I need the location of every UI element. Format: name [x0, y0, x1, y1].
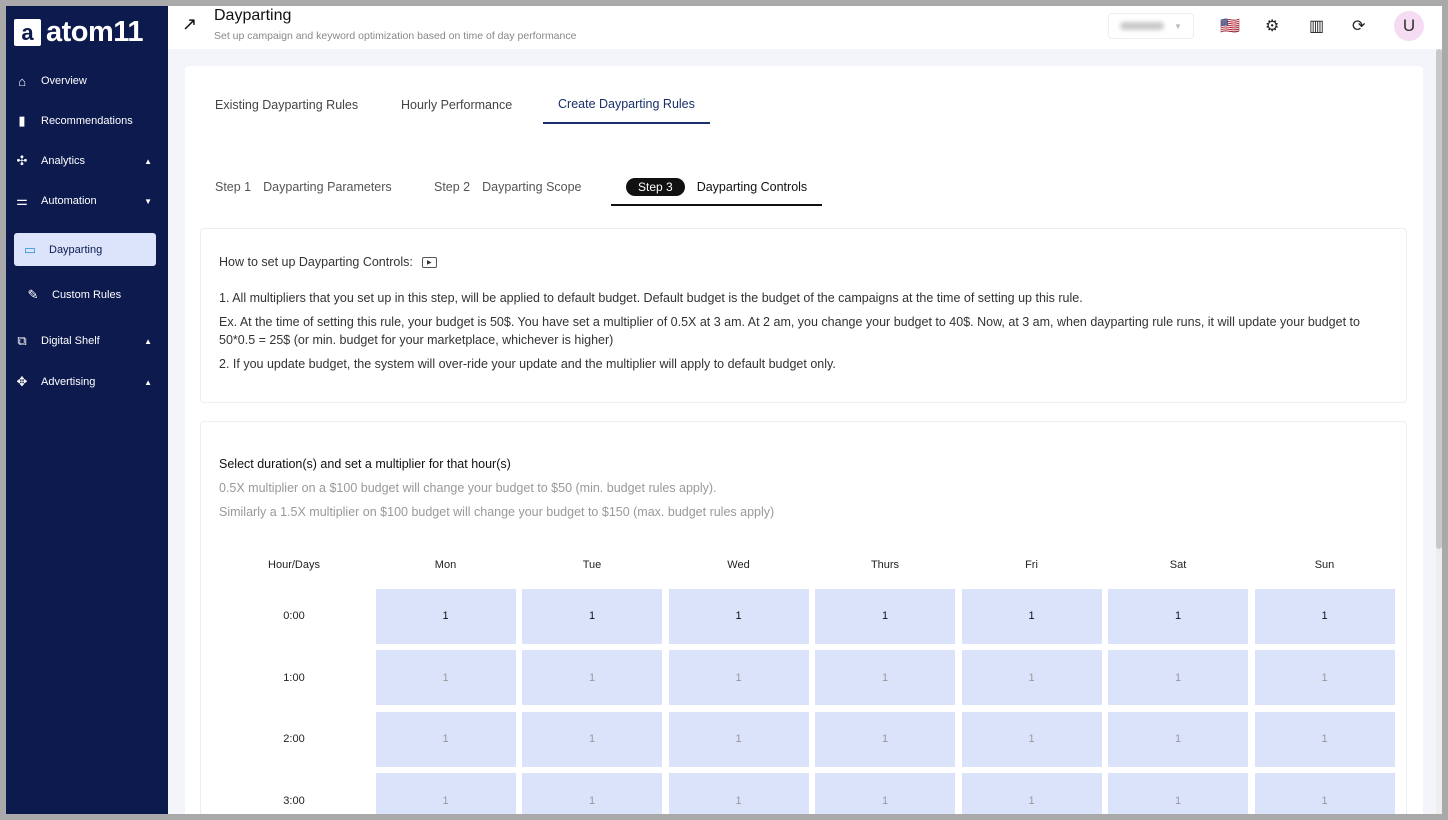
puzzle-icon: ✥ [16, 374, 28, 389]
multiplier-cell[interactable]: 1 [376, 650, 516, 705]
avatar[interactable]: U [1394, 11, 1424, 41]
multiplier-cell[interactable]: 1 [1108, 773, 1248, 814]
analytics-icon: ✣ [16, 153, 28, 168]
multiplier-cell[interactable]: 1 [522, 712, 662, 767]
step-label: Dayparting Controls [696, 180, 808, 194]
sidebar-item-label: Custom Rules [52, 289, 122, 301]
sidebar-item-label: Automation [41, 195, 97, 207]
tab-hourly-performance[interactable]: Hourly Performance [401, 98, 513, 112]
logo-mark: a [14, 19, 41, 46]
step-1[interactable] [215, 180, 392, 194]
page-header [168, 6, 1442, 49]
multiplier-cell[interactable]: 1 [1255, 773, 1395, 814]
grid-corner-label: Hour/Days [268, 558, 320, 571]
hour-label: 2:00 [283, 733, 305, 745]
sidebar-item-overview[interactable] [6, 68, 168, 94]
day-header: Fri [1025, 558, 1038, 571]
multiplier-cell[interactable]: 1 [815, 712, 955, 767]
day-header: Wed [727, 558, 750, 571]
account-select[interactable] [1108, 13, 1194, 39]
sidebar-item-custom-rules[interactable] [6, 282, 168, 308]
howto-title: How to set up Dayparting Controls: [219, 255, 413, 269]
step-number: Step 1 [215, 180, 252, 194]
multiplier-cell[interactable]: 1 [1255, 712, 1395, 767]
multiplier-grid [219, 547, 1395, 814]
home-icon: ⌂ [18, 73, 26, 89]
sidebar-item-dayparting[interactable] [14, 233, 156, 266]
sidebar-item-analytics[interactable] [6, 148, 168, 174]
video-play-icon[interactable]: ▶ [422, 257, 437, 268]
multiplier-cell[interactable]: 1 [669, 589, 809, 644]
instruction-example: Ex. At the time of setting this rule, your budget is 50$. You have set a multiplier of 0.5X at 3 am. At 2 am, you change your budget to 40$. Now, at 3 am, when dayparting rule runs, it will update your budget to 50*0.5 = 25$ (or min. budget for your marketplace, whichever is higher) [219, 315, 1360, 347]
sidebar-item-advertising[interactable] [6, 369, 168, 395]
gear-icon[interactable]: ⚙ [1265, 18, 1280, 35]
sidebar-item-label: Dayparting [49, 243, 103, 256]
day-header: Sat [1169, 558, 1187, 571]
step-3[interactable] [611, 178, 822, 206]
sidebar [6, 6, 168, 814]
multiplier-cell[interactable]: 1 [376, 773, 516, 814]
instruction-1: 1. All multipliers that you set up in this step, will be applied to default budget. Default budget is the budget of the campaigns at the time of setting up this rule. [219, 291, 1083, 305]
multiplier-cell[interactable]: 1 [669, 650, 809, 705]
chevron-down-icon: ▼ [144, 196, 152, 206]
trending-up-icon: ↗ [182, 14, 198, 34]
multiplier-cell[interactable]: 1 [962, 650, 1102, 705]
chevron-up-icon: ▲ [144, 156, 152, 166]
multiplier-cell[interactable]: 1 [1108, 650, 1248, 705]
sidebar-item-label: Overview [41, 75, 87, 87]
instructions-panel [200, 228, 1407, 403]
tab-existing-rules[interactable]: Existing Dayparting Rules [215, 98, 359, 112]
us-flag-icon[interactable]: 🇺🇸 [1220, 18, 1240, 35]
sliders-icon: ⚌ [16, 193, 28, 208]
step-number: Step 3 [626, 178, 685, 196]
multiplier-cell[interactable]: 1 [815, 773, 955, 814]
account-name-blurred [1120, 22, 1164, 30]
multiplier-cell[interactable]: 1 [522, 773, 662, 814]
multiplier-cell[interactable]: 1 [376, 589, 516, 644]
howto-heading [219, 255, 437, 269]
content-card [185, 66, 1423, 814]
sidebar-item-label: Analytics [41, 155, 86, 167]
multiplier-cell[interactable]: 1 [1255, 589, 1395, 644]
day-header: Sun [1314, 558, 1335, 571]
hint-1: 0.5X multiplier on a $100 budget will change your budget to $50 (min. budget rules apply). [219, 481, 717, 495]
bottle-icon: ▮ [18, 113, 26, 128]
multiplier-cell[interactable]: 1 [815, 650, 955, 705]
sidebar-item-digital-shelf[interactable] [6, 328, 168, 354]
library-icon[interactable]: ▥ [1309, 18, 1325, 35]
multiplier-cell[interactable]: 1 [669, 712, 809, 767]
hour-label: 3:00 [283, 794, 305, 807]
instruction-2: 2. If you update budget, the system will over-ride your update and the multiplier will apply to default budget only. [219, 357, 836, 371]
chevron-up-icon: ▲ [144, 377, 152, 387]
multiplier-cell[interactable]: 1 [376, 712, 516, 767]
step-number: Step 2 [434, 180, 471, 194]
sidebar-item-recommendations[interactable] [6, 108, 168, 134]
tab-create-rules[interactable]: Create Dayparting Rules [543, 97, 710, 124]
multiplier-cell[interactable]: 1 [1108, 589, 1248, 644]
multiplier-panel [200, 421, 1407, 814]
monitor-icon: ▭ [23, 241, 37, 257]
multiplier-cell[interactable]: 1 [962, 589, 1102, 644]
chevron-down-icon: ▼ [1174, 21, 1182, 31]
sidebar-item-label: Advertising [41, 376, 96, 388]
edit-icon: ✎ [27, 287, 39, 302]
multiplier-cell[interactable]: 1 [962, 712, 1102, 767]
page-title: Dayparting [214, 7, 292, 24]
day-header: Mon [434, 558, 457, 571]
day-header: Thurs [870, 558, 900, 571]
sidebar-item-label: Digital Shelf [41, 335, 100, 347]
scrollbar-thumb[interactable] [1436, 49, 1442, 549]
refresh-icon[interactable]: ⟳ [1352, 18, 1366, 35]
day-header: Tue [582, 558, 602, 571]
hint-2: Similarly a 1.5X multiplier on $100 budget will change your budget to $150 (max. budget rules apply) [219, 505, 775, 519]
multiplier-cell[interactable]: 1 [669, 773, 809, 814]
app-window [6, 6, 1442, 814]
sidebar-item-automation[interactable] [6, 188, 168, 214]
logo[interactable] [14, 16, 143, 49]
multiplier-cell[interactable]: 1 [962, 773, 1102, 814]
multiplier-cell[interactable]: 1 [1108, 712, 1248, 767]
page-subtitle: Set up campaign and keyword optimization based on time of day performance [214, 30, 577, 42]
multiplier-heading: Select duration(s) and set a multiplier for that hour(s) [219, 457, 511, 471]
step-label: Dayparting Scope [482, 180, 582, 194]
multiplier-cell[interactable]: 1 [815, 589, 955, 644]
hour-label: 1:00 [283, 671, 305, 684]
multiplier-cell[interactable]: 1 [522, 650, 662, 705]
multiplier-cell[interactable]: 1 [1255, 650, 1395, 705]
chevron-up-icon: ▲ [144, 336, 152, 346]
sidebar-item-label: Recommendations [41, 115, 133, 127]
step-label: Dayparting Parameters [263, 180, 392, 194]
shelf-icon: ⧉ [17, 333, 27, 348]
multiplier-cell[interactable]: 1 [522, 589, 662, 644]
step-2[interactable] [434, 180, 582, 194]
logo-text: atom11 [46, 16, 143, 48]
hour-label: 0:00 [283, 610, 305, 622]
